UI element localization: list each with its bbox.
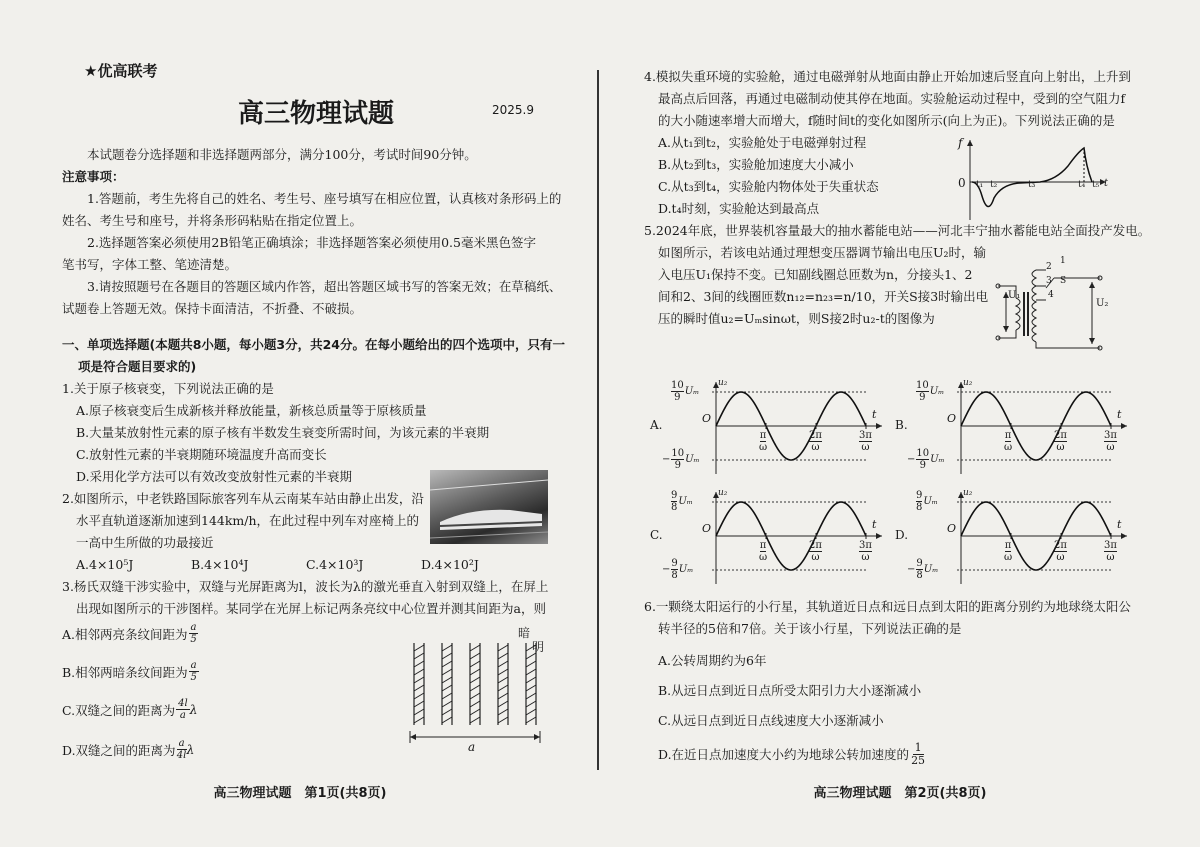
denominator: ω — [1106, 442, 1115, 453]
dark-label: 暗 — [518, 626, 531, 640]
fraction — [1104, 540, 1117, 563]
bright-fringe — [442, 643, 452, 725]
q4-option: C.从t₃到t₄，实验舱内物体处于失重状态 — [658, 179, 879, 194]
notice-line: 3.请按照题号在各题目的答题区域内作答，超出答题区域书写的答案无效；在草稿纸、 — [87, 279, 562, 294]
q6-option-d-text: D.在近日点加速度大小约为地球公转加速度的 — [658, 746, 910, 762]
option-letter: B. — [895, 418, 908, 432]
tap-4: 4 — [1048, 290, 1054, 300]
denominator: 8 — [916, 570, 923, 581]
q2-stem: 一高中生所做的功最接近 — [76, 535, 214, 550]
q6-option: C.从远日点到近日点线速度大小逐渐减小 — [658, 713, 884, 728]
notice-line: 笔书写，字体工整、笔迹清楚。 — [62, 257, 238, 272]
denominator: ω — [1106, 552, 1115, 563]
peak-label — [915, 490, 938, 513]
fraction — [1104, 430, 1117, 453]
section-heading: 一、单项选择题(本题共8小题，每小题3分，共24分。在每小题给出的四个选项中，只有一 — [62, 337, 566, 352]
bright-fringe — [498, 643, 508, 725]
fraction — [671, 448, 684, 471]
fraction — [911, 742, 925, 767]
tick-label — [1103, 430, 1118, 453]
train-photo — [430, 470, 548, 544]
um-symbol: Uₘ — [923, 496, 938, 507]
q3-option-suffix: λ — [189, 702, 198, 717]
fraction — [189, 660, 199, 683]
q2-option: C.4×10³J — [306, 557, 364, 572]
tick-t3: t₃ — [1028, 180, 1036, 190]
numerator: 2π — [809, 430, 822, 441]
q5-stem: 如图所示，若该电站通过理想变压器调节输出电压U₂时，输 — [658, 245, 987, 260]
numerator: 9 — [671, 558, 678, 569]
minus-sign: − — [662, 454, 671, 465]
numerator: 10 — [671, 448, 685, 459]
minus-sign: − — [662, 564, 671, 575]
numerator: 9 — [916, 490, 923, 501]
q3-option — [62, 738, 194, 761]
exam-date: 2025.9 — [492, 103, 534, 117]
numerator: 3π — [1104, 540, 1117, 551]
tick-label — [858, 540, 873, 563]
axis-u2: u₂ — [718, 378, 728, 388]
tick-label — [1003, 430, 1013, 453]
fraction — [671, 558, 677, 581]
q1-option: D.采用化学方法可以有效改变放射性元素的半衰期 — [76, 469, 353, 484]
bright-fringe — [526, 643, 536, 725]
fraction — [1054, 540, 1067, 563]
denominator: ω — [759, 552, 768, 563]
denominator: 5 — [190, 634, 197, 645]
q5-stem: 入电压U₁保持不变。已知副线圈总匝数为n，分接头1、2 — [658, 267, 973, 282]
q6-option: B.从远日点到近日点所受太阳引力大小逐渐减小 — [658, 683, 922, 698]
axis-t: t — [1117, 408, 1122, 421]
q5-graph-option — [650, 378, 890, 478]
origin-label: O — [702, 412, 712, 425]
t-axis-arrow — [876, 533, 882, 539]
q5-stem: 间和2、3间的线圈匝数n₁₂=n₂₃=n/10，开关S接3时输出电 — [658, 289, 989, 304]
tick-label — [1003, 540, 1013, 563]
fraction — [759, 430, 767, 453]
q3-option — [62, 698, 198, 721]
denominator: ω — [861, 552, 870, 563]
axis-u2: u₂ — [963, 378, 973, 388]
title-text: 高三物理试题 — [237, 99, 394, 129]
denominator: ω — [1004, 442, 1013, 453]
q6-option: A.公转周期约为6年 — [658, 653, 767, 668]
tick-label — [808, 540, 823, 563]
numerator: 3π — [859, 430, 872, 441]
q3-option-text: A.相邻两亮条纹间距为 — [62, 626, 188, 642]
um-symbol: Uₘ — [929, 386, 945, 397]
axis-u2: u₂ — [718, 488, 728, 498]
axis-u2: u₂ — [963, 488, 973, 498]
fraction — [759, 540, 767, 563]
q2-stem: 2.如图所示，中老铁路国际旅客列车从云南某车站由静止出发，沿 — [62, 491, 424, 506]
q5-graph-option — [650, 488, 890, 588]
denominator: 25 — [911, 754, 926, 767]
denominator: ω — [1004, 552, 1013, 563]
option-letter: C. — [650, 528, 663, 542]
denominator: ω — [811, 442, 820, 453]
denominator: 4l — [176, 750, 187, 761]
um-symbol: Uₘ — [678, 496, 693, 507]
q3-stem: 3.杨氏双缝干涉实验中，双缝与光屏距离为l，波长为λ的激光垂直入射到双缝上，在屏上 — [62, 579, 549, 594]
fraction — [176, 698, 190, 721]
fraction — [177, 738, 187, 761]
fraction — [1004, 540, 1012, 563]
denominator: a — [179, 710, 186, 721]
numerator: 10 — [671, 380, 684, 391]
bright-label: 明 — [532, 640, 545, 654]
axis-t: t — [872, 408, 877, 421]
numerator: 9 — [671, 490, 678, 501]
label-u2: U₂ — [1096, 298, 1109, 309]
numerator: 10 — [916, 380, 929, 391]
numerator: π — [1004, 540, 1012, 551]
numerator: 9 — [916, 558, 923, 569]
um-symbol: Uₘ — [684, 386, 700, 397]
tick-t5: t₅ — [1092, 180, 1100, 190]
fraction — [859, 430, 872, 453]
q1-option: A.原子核衰变后生成新核并释放能量，新核总质量等于原核质量 — [76, 403, 427, 418]
q1-option: C.放射性元素的半衰期随环境温度升高而变长 — [76, 447, 327, 462]
fraction — [809, 540, 822, 563]
denominator: ω — [811, 552, 820, 563]
peak-label — [915, 380, 944, 403]
denominator: 5 — [190, 672, 197, 683]
numerator: π — [759, 540, 767, 551]
numerator: a — [190, 660, 197, 671]
axis-t: t — [872, 518, 877, 531]
f-t-graph — [960, 136, 1110, 222]
q6 — [644, 596, 1184, 767]
fraction — [1054, 430, 1067, 453]
q6-stem: 6.一颗绕太阳运行的小行星，其轨道近日点和远日点到太阳的距离分别约为地球绕太阳公 — [644, 599, 1131, 614]
trough-label — [662, 558, 693, 581]
q3-stem: 出现如图所示的干涉图样。某同学在光屏上标记两条亮纹中心位置并测其间距为a，则 — [76, 601, 546, 616]
fraction — [859, 540, 872, 563]
q2-option: A.4×10⁵J — [76, 557, 134, 572]
tick-t1: t₁ — [976, 180, 984, 190]
peak-label — [670, 380, 699, 403]
q4-option: A.从t₁到t₂，实验舱处于电磁弹射过程 — [658, 135, 867, 150]
q3-option-text: D.双缝之间的距离为 — [62, 742, 176, 758]
um-symbol: Uₘ — [685, 454, 700, 465]
page-2-footer: 高三物理试题 第2页(共8页) — [813, 786, 987, 801]
q2-options — [62, 554, 536, 576]
train-shape — [430, 470, 548, 544]
um-symbol: Uₘ — [930, 454, 945, 465]
q1-option: B.大量某放射性元素的原子核有半数发生衰变所需时间，为该元素的半衰期 — [76, 425, 490, 440]
numerator: π — [759, 430, 767, 441]
q2-option: B.4×10⁴J — [191, 557, 249, 572]
tick-t4: t₄ — [1078, 180, 1086, 190]
q6-option-d — [644, 742, 1184, 767]
q4-option: D.t₄时刻，实验舱达到最高点 — [658, 201, 820, 216]
q5-graph-option — [895, 378, 1135, 478]
tick-label — [758, 430, 768, 453]
um-symbol: Uₘ — [678, 564, 694, 575]
tick-label — [858, 430, 873, 453]
tick-label — [758, 540, 768, 563]
tick-t2: t₂ — [990, 180, 998, 190]
q5-stem: 压的瞬时值u₂=Uₘsinωt，则S接2时u₂-t的图像为 — [658, 311, 935, 326]
q3-option-text: C.双缝之间的距离为 — [62, 702, 176, 718]
notice-heading: 注意事项： — [62, 169, 125, 184]
q3-option — [62, 622, 198, 645]
tick-label — [1103, 540, 1118, 563]
numerator: a — [190, 622, 197, 633]
axis-t: t — [1104, 178, 1109, 189]
denominator: 8 — [916, 502, 923, 513]
q1-stem: 1.关于原子核衰变，下列说法正确的是 — [62, 381, 274, 396]
tap-3: 3 — [1046, 276, 1052, 286]
denominator: 8 — [671, 570, 678, 581]
denominator: ω — [861, 442, 870, 453]
q4-stem: 4.模拟失重环境的实验舱，通过电磁弹射从地面由静止开始加速后竖直向上射出，上升到 — [644, 69, 1131, 84]
notice-line: 2.选择题答案必须使用2B铅笔正确填涂；非选择题答案必须使用0.5毫米黑色签字 — [87, 235, 536, 250]
peak-label — [670, 490, 693, 513]
q4-stem: 最高点后回落，再通过电磁制动使其停在地面。实验舱运动过程中，受到的空气阻力f — [658, 91, 1126, 106]
denominator: 9 — [919, 392, 926, 403]
page-divider — [597, 70, 599, 770]
tick-label — [808, 430, 823, 453]
denominator: 8 — [671, 502, 678, 513]
t-axis-arrow — [876, 423, 882, 429]
numerator: 4l — [178, 698, 188, 709]
numerator: a — [178, 738, 185, 749]
exam-title — [62, 93, 570, 130]
fraction — [189, 622, 199, 645]
fraction — [809, 430, 822, 453]
trough-label — [662, 448, 700, 471]
denominator: 9 — [674, 392, 681, 403]
minus-sign: − — [907, 564, 916, 575]
label-u1: U₁ — [1008, 290, 1021, 301]
numerator: 2π — [1054, 540, 1067, 551]
numerator: 1 — [914, 741, 922, 754]
q2-option: D.4×10²J — [421, 557, 479, 572]
tick-label — [1053, 430, 1068, 453]
denominator: ω — [1056, 552, 1065, 563]
minus-sign: − — [907, 454, 916, 465]
numerator: 3π — [1104, 430, 1117, 441]
origin-label: O — [702, 522, 712, 535]
denominator: 9 — [919, 460, 926, 471]
q4-stem: 的大小随速率增大而增大，f随时间t的变化如图所示(向上为正)。下列说法正确的是 — [658, 113, 1115, 128]
notice-line: 1.答题前，考生先将自己的姓名、考生号、座号填写在相应位置，认真核对条形码上的 — [87, 191, 562, 206]
fraction — [671, 490, 677, 513]
denominator: 9 — [674, 460, 681, 471]
option-letter: A. — [650, 418, 663, 432]
denominator: ω — [759, 442, 768, 453]
page-1-footer: 高三物理试题 第1页(共8页) — [213, 786, 387, 801]
intro: 本试题卷分选择题和非选择题两部分，满分100分，考试时间90分钟。 — [87, 147, 477, 162]
notice-line: 姓名、考生号和座号，并将条形码粘贴在指定位置上。 — [62, 213, 363, 228]
fraction — [916, 448, 929, 471]
fraction — [1004, 430, 1012, 453]
origin-label: O — [947, 412, 957, 425]
um-symbol: Uₘ — [923, 564, 939, 575]
numerator: π — [1004, 430, 1012, 441]
distance-a-label: a — [468, 740, 476, 754]
trough-label — [907, 558, 938, 581]
q2-stem: 水平直轨道逐渐加速到144km/h，在此过程中列车对座椅上的 — [76, 513, 420, 528]
section-heading-cont: 项是符合题目要求的) — [78, 359, 197, 374]
numerator: 2π — [809, 540, 822, 551]
q4-option: B.从t₂到t₃，实验舱加速度大小减小 — [658, 157, 854, 172]
q5-stem: 5.2024年底，世界装机容量最大的抽水蓄能电站——河北丰宁抽水蓄能电站全面投产发电。 — [644, 223, 1151, 238]
fraction — [916, 490, 922, 513]
switch-s: S — [1060, 276, 1067, 286]
axis-t: t — [1117, 518, 1122, 531]
q5-graph-option — [895, 488, 1135, 588]
q3-option-suffix: λ — [186, 742, 195, 757]
numerator: 2π — [1054, 430, 1067, 441]
q3-option-text: B.相邻两暗条纹间距为 — [62, 664, 188, 680]
fraction — [916, 558, 922, 581]
axis-f: f — [958, 136, 963, 150]
bright-fringe — [414, 643, 424, 725]
tap-1: 1 — [1060, 256, 1066, 266]
numerator: 3π — [859, 540, 872, 551]
numerator: 10 — [916, 448, 930, 459]
q6-stem: 转半径的5倍和7倍。关于该小行星，下列说法正确的是 — [658, 621, 962, 636]
fraction — [671, 380, 684, 403]
option-letter: D. — [895, 528, 909, 542]
t-axis-arrow — [1121, 533, 1127, 539]
q3-option — [62, 660, 199, 683]
exam-brand: ★优高联考 — [84, 62, 158, 80]
bright-fringe — [470, 643, 480, 725]
tick-label — [1053, 540, 1068, 563]
axis-origin: 0 — [958, 176, 966, 190]
trough-label — [907, 448, 945, 471]
t-axis-arrow — [1121, 423, 1127, 429]
origin-label: O — [947, 522, 957, 535]
fraction — [916, 380, 929, 403]
denominator: ω — [1056, 442, 1065, 453]
tap-2: 2 — [1046, 262, 1052, 272]
notice-line: 试题卷上答题无效。保持卡面清洁，不折叠、不破损。 — [62, 301, 363, 316]
